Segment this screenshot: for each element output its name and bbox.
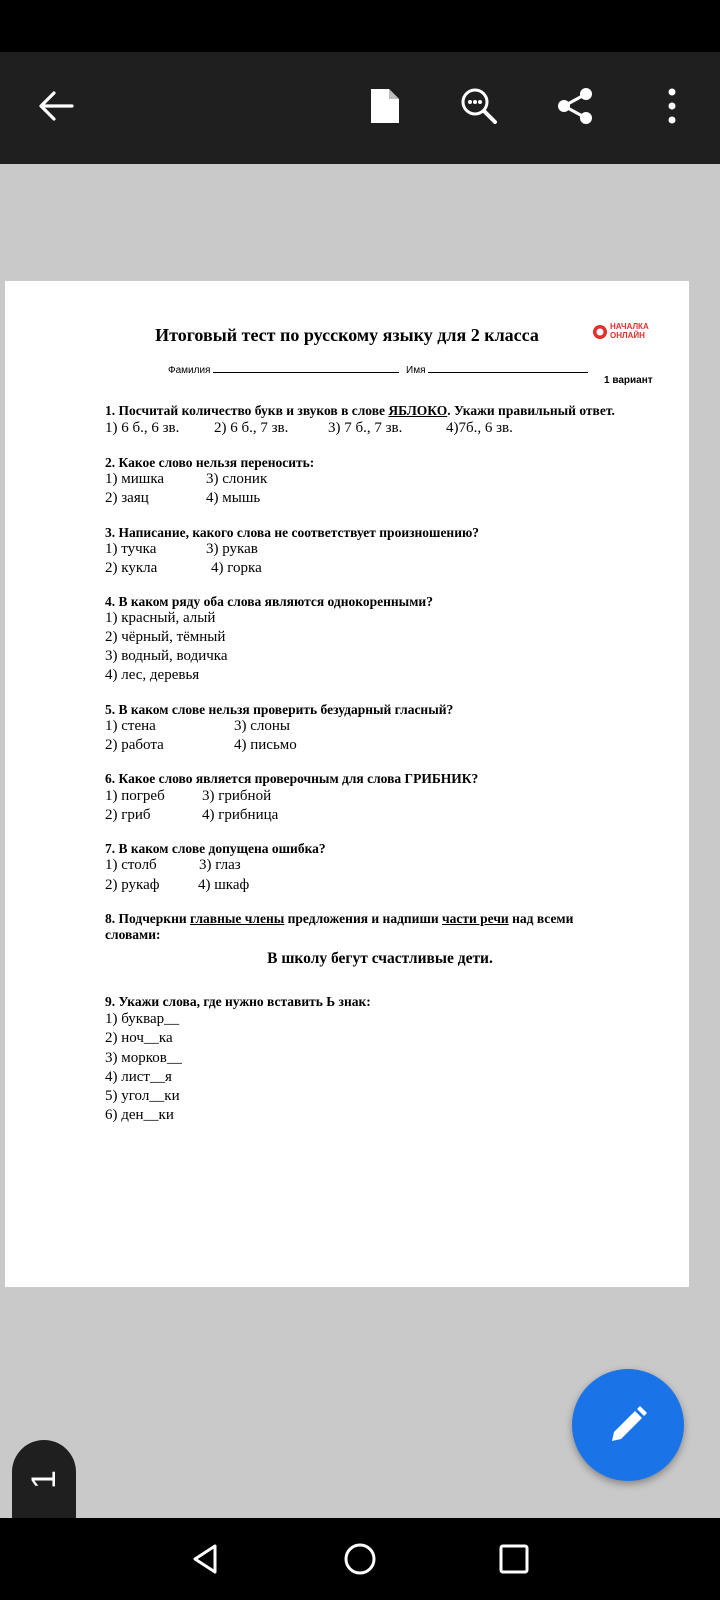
nav-recents-square-icon: [497, 1542, 531, 1576]
answer: 2) гриб: [105, 807, 151, 823]
answer: 4) лист__я: [105, 1069, 172, 1085]
answer: 4) шкаф: [198, 877, 250, 893]
nav-back-triangle-icon: [188, 1542, 222, 1576]
question-9: 9. Укажи слова, где нужно вставить Ь знак:: [105, 994, 371, 1009]
answer: 3) рукав: [206, 541, 258, 557]
question-1: 1. Посчитай количество букв и звуков в слове ЯБЛОКО. Укажи правильный ответ.: [105, 403, 615, 418]
name-field: [406, 362, 588, 376]
answer: 2) рукаф: [105, 877, 160, 893]
logo-line2: ОНЛАЙН: [610, 331, 645, 340]
document-page: [5, 281, 689, 1287]
answer: 4) грибница: [202, 807, 279, 823]
page-number-indicator[interactable]: 1: [12, 1440, 76, 1518]
answer: 3) слоник: [206, 471, 268, 487]
question-3: 3. Написание, какого слова не соответствует произношению?: [105, 525, 480, 540]
answer: 4) горка: [211, 560, 262, 576]
nav-recents-button[interactable]: [489, 1534, 539, 1584]
question-8-line-2: словами:: [105, 927, 161, 942]
status-bar: [0, 0, 720, 52]
more-vertical-icon: [666, 86, 678, 126]
answer: 1) столб: [105, 857, 157, 873]
answer: 2) кукла: [105, 560, 158, 576]
answer: 3) слоны: [234, 718, 290, 734]
answer: 5) угол__ки: [105, 1088, 180, 1104]
document-icon: [368, 86, 402, 126]
answer: 2) 6 б., 7 зв.: [214, 420, 289, 436]
nav-home-button[interactable]: [335, 1534, 385, 1584]
answer: 3) морков__: [105, 1050, 182, 1066]
question-2: 2. Какое слово нельзя переносить:: [105, 455, 315, 470]
answer: 1) стена: [105, 718, 156, 734]
answer: 3) грибной: [202, 788, 272, 804]
nav-back-button[interactable]: [180, 1534, 230, 1584]
answer: 1) тучка: [105, 541, 157, 557]
pencil-icon: [606, 1403, 650, 1447]
variant-label: 1 вариант: [604, 375, 653, 386]
answer: 1) 6 б., 6 зв.: [105, 420, 180, 436]
surname-line: [213, 362, 399, 373]
question-5: 5. В каком слове нельзя проверить безударный гласный?: [105, 702, 454, 717]
sentence: В школу бегут счастливые дети.: [267, 950, 493, 967]
edit-fab-button[interactable]: [572, 1369, 684, 1481]
question-8: 8. Подчеркни главные члены предложения и надпиши части речи над всеми: [105, 911, 574, 926]
page-title: Итоговый тест по русскому языку для 2 класса: [155, 325, 539, 345]
question-6: 6. Какое слово является проверочным для слова ГРИБНИК?: [105, 771, 479, 786]
logo-line1: НАЧАЛКА: [610, 322, 649, 331]
name-label: Имя: [406, 365, 426, 376]
brand-logo: [592, 321, 652, 343]
answer: 4) мышь: [206, 490, 261, 506]
answer: 6) ден__ки: [105, 1107, 174, 1123]
share-icon: [555, 86, 595, 126]
answer: 2) ноч__ка: [105, 1030, 173, 1046]
file-info-button[interactable]: [357, 78, 413, 134]
nav-home-circle-icon: [343, 1542, 377, 1576]
find-button[interactable]: [451, 78, 507, 134]
answer: 3) водный, водичка: [105, 648, 228, 664]
answer: 4)7б., 6 зв.: [446, 420, 513, 436]
answer: 2) чёрный, тёмный: [105, 629, 226, 645]
answer: 3) 7 б., 7 зв.: [328, 420, 403, 436]
app-toolbar: [0, 52, 720, 164]
question-7: 7. В каком слове допущена ошибка?: [105, 841, 326, 856]
answer: 1) погреб: [105, 788, 165, 804]
name-line: [428, 362, 588, 373]
answer: 3) глаз: [199, 857, 241, 873]
more-options-button[interactable]: [644, 78, 700, 134]
surname-field: [168, 362, 399, 376]
arrow-left-icon: [36, 86, 76, 126]
logo-badge-icon: [592, 324, 608, 340]
answer: 1) буквар__: [105, 1011, 180, 1027]
answer: 2) работа: [105, 737, 164, 753]
system-nav-bar: [0, 1518, 720, 1600]
search-more-icon: [458, 85, 500, 127]
answer: 1) красный, алый: [105, 610, 216, 626]
surname-label: Фамилия: [168, 365, 211, 376]
share-button[interactable]: [547, 78, 603, 134]
answer: 4) лес, деревья: [105, 667, 200, 683]
answer: 4) письмо: [234, 737, 297, 753]
back-button[interactable]: [28, 78, 84, 134]
answer: 1) мишка: [105, 471, 165, 487]
answer: 2) заяц: [105, 490, 149, 506]
question-4: 4. В каком ряду оба слова являются однокоренными?: [105, 594, 433, 609]
